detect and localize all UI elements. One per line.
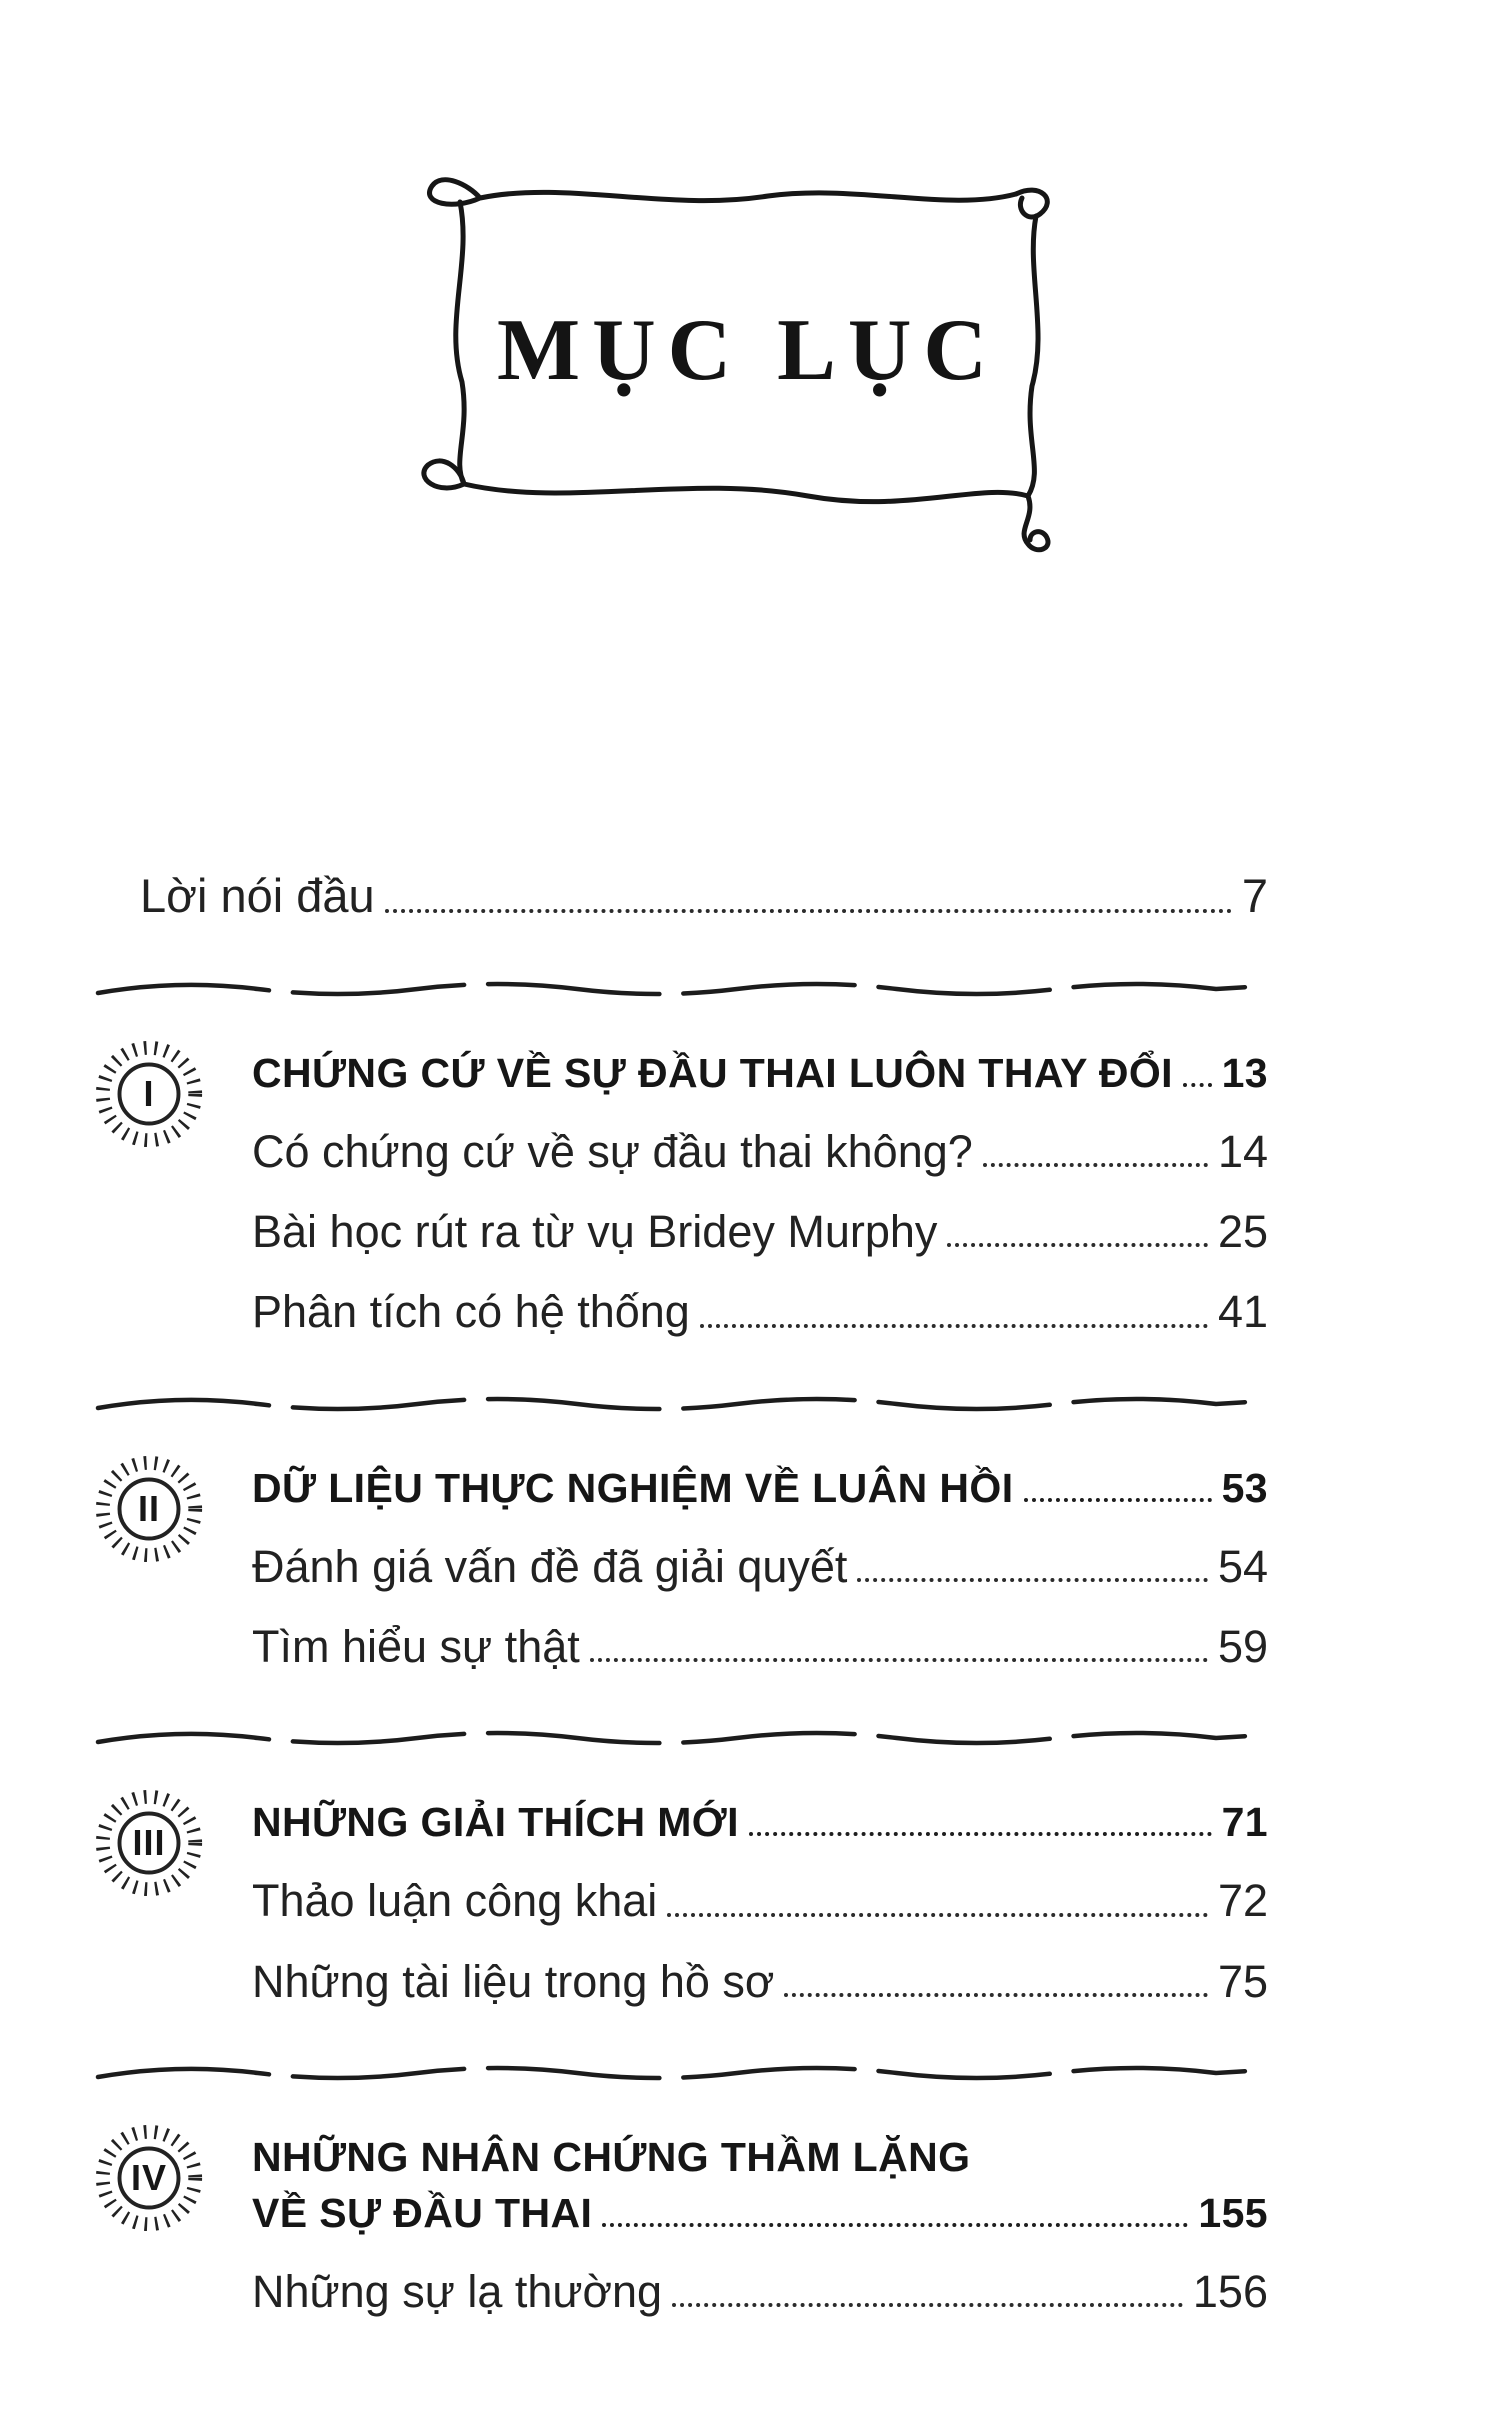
toc-entry	[252, 1207, 1268, 1257]
section-title: CHỨNG CỨ VỀ SỰ ĐẦU THAI LUÔN THAY ĐỔI	[252, 1049, 1173, 1096]
page-number: 71	[1221, 1799, 1268, 1846]
section-numeral: IV	[130, 2157, 167, 2199]
wavy-divider-icon	[92, 975, 1270, 1005]
toc-entry	[252, 1876, 1268, 1926]
dot-leader	[385, 909, 1232, 913]
wavy-divider-icon	[92, 1724, 1270, 1754]
page-number: 75	[1217, 1955, 1268, 2007]
page-number: 14	[1217, 1125, 1268, 1177]
section-number-badge	[90, 1035, 208, 1153]
wavy-divider-icon	[92, 2059, 1270, 2089]
title-frame	[368, 140, 1128, 570]
section-title-line1: NHỮNG NHÂN CHỨNG THẦM LẶNG	[252, 2134, 971, 2181]
page-number: 7	[1241, 869, 1268, 922]
dot-leader	[672, 2303, 1183, 2307]
section-title: NHỮNG GIẢI THÍCH MỚI	[252, 1799, 739, 1846]
dot-leader	[602, 2223, 1188, 2227]
entry-label: Thảo luận công khai	[252, 1875, 658, 1927]
entry-label: Những tài liệu trong hồ sơ	[252, 1955, 775, 2007]
toc-entry	[252, 2267, 1268, 2317]
entry-label: Phân tích có hệ thống	[252, 1286, 690, 1338]
section-heading	[252, 1800, 1268, 1846]
toc-entry	[252, 1957, 1268, 2007]
toc-section-4	[130, 2134, 1268, 2317]
section-heading-line1	[252, 2135, 1268, 2181]
entry-label: Tìm hiểu sự thật	[252, 1621, 580, 1672]
dot-leader	[947, 1243, 1208, 1247]
section-number-badge	[90, 1450, 208, 1568]
entry-label: Có chứng cứ về sự đầu thai không?	[252, 1125, 973, 1177]
dot-leader	[1024, 1498, 1212, 1502]
page-number: 156	[1192, 2265, 1268, 2317]
page-number: 72	[1217, 1875, 1268, 1927]
page-number: 59	[1217, 1621, 1268, 1672]
page-number: 13	[1221, 1049, 1268, 1096]
dot-leader	[700, 1324, 1208, 1328]
page-number: 155	[1198, 2189, 1268, 2236]
toc-section-1	[143, 1049, 1268, 1338]
dot-leader	[784, 1993, 1208, 1997]
preface-entry	[140, 870, 1268, 923]
section-title-line2: VỀ SỰ ĐẦU THAI	[252, 2189, 593, 2236]
entry-label: Đánh giá vấn đề đã giải quyết	[252, 1540, 848, 1592]
section-heading	[252, 1051, 1268, 1097]
page-number: 53	[1221, 1464, 1268, 1511]
toc-section-3	[132, 1799, 1268, 2007]
section-numeral: I	[143, 1072, 155, 1114]
entry-label: Bài học rút ra từ vụ Bridey Murphy	[252, 1205, 938, 1257]
section-number-badge	[90, 2119, 208, 2237]
entry-label: Những sự lạ thường	[252, 2265, 663, 2317]
dot-leader	[590, 1658, 1208, 1662]
section-number-badge	[90, 1784, 208, 1902]
wavy-divider-icon	[92, 1390, 1270, 1420]
page-number: 25	[1217, 1205, 1268, 1257]
dot-leader	[749, 1832, 1212, 1836]
toc-section-2	[137, 1464, 1268, 1673]
dot-leader	[983, 1163, 1208, 1167]
section-numeral: III	[132, 1822, 166, 1864]
toc-entry	[252, 1287, 1268, 1337]
section-numeral: II	[137, 1487, 160, 1529]
dot-leader	[857, 1578, 1208, 1582]
section-title: DỮ LIỆU THỰC NGHIỆM VỀ LUÂN HỒI	[252, 1464, 1014, 1511]
page-number: 54	[1217, 1540, 1268, 1592]
toc-entry	[252, 1127, 1268, 1177]
toc-entry	[252, 1622, 1268, 1672]
dot-leader	[667, 1913, 1208, 1917]
section-heading	[252, 1466, 1268, 1512]
toc-entry	[252, 1542, 1268, 1592]
page-number: 41	[1217, 1286, 1268, 1338]
section-heading-line2	[252, 2191, 1268, 2237]
preface-label: Lời nói đầu	[140, 869, 375, 922]
dot-leader	[1183, 1083, 1212, 1087]
page-title: MỤC LỤC	[497, 302, 999, 399]
